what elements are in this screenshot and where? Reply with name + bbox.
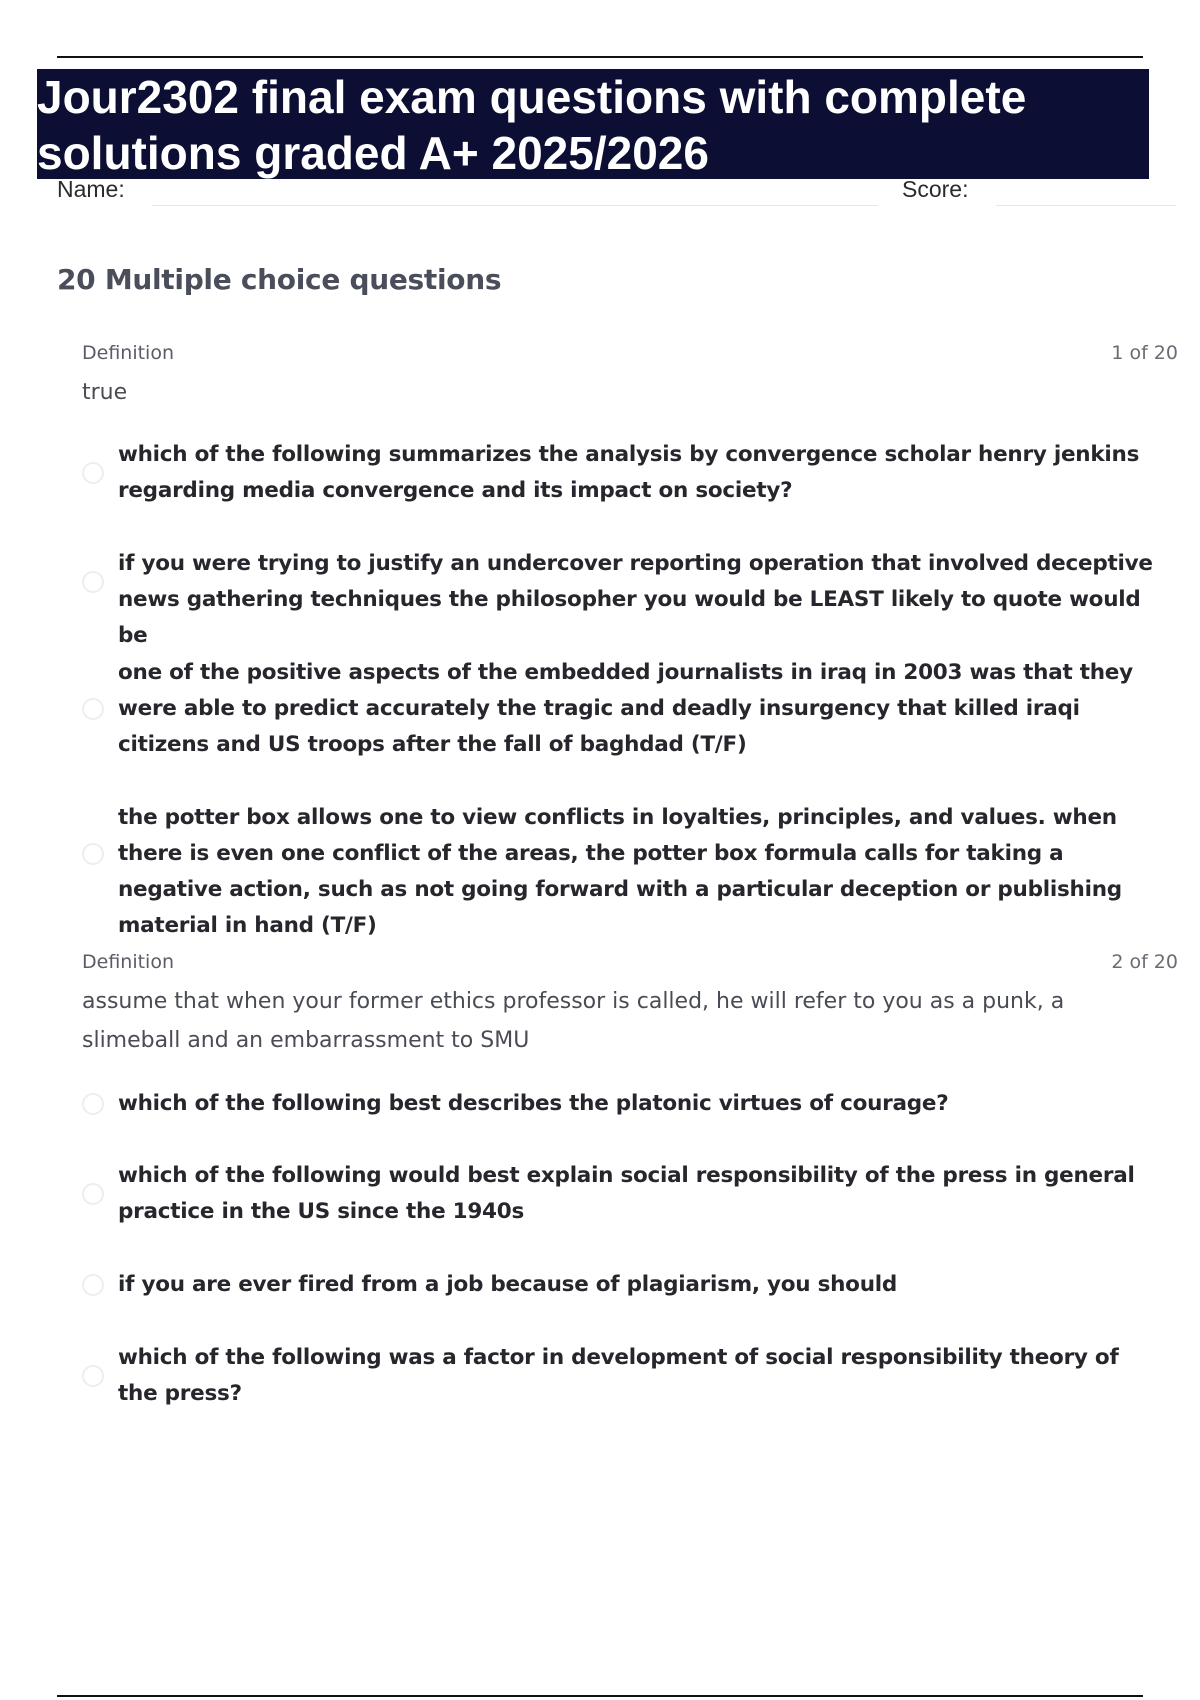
answer-option-text: which of the following best describes the platonic virtues of courage? <box>118 1091 949 1116</box>
answer-option-text: which of the following would best explain social responsibility of the press in general practice in the US since the 1940s <box>118 1163 1135 1224</box>
definition-label: Definition <box>82 951 175 973</box>
radio-button[interactable] <box>82 843 104 865</box>
question-counter: 1 of 20 <box>1111 342 1178 364</box>
score-field-line[interactable] <box>996 205 1176 206</box>
radio-button[interactable] <box>82 698 104 720</box>
answer-option-text: the potter box allows one to view conflicts in loyalties, principles, and values. when there is even one conflict of the areas, the potter box formula calls for taking a negative action, such as not going forward with a particular deception or publishing material in hand (T/F) <box>118 805 1122 938</box>
radio-button[interactable] <box>82 1183 104 1205</box>
definition-text: assume that when your former ethics professor is called, he will refer to you as a punk, a slimeball and an embarrassment to SMU <box>82 989 1065 1053</box>
score-label: Score: <box>902 176 969 202</box>
answer-option-text: which of the following was a factor in development of social responsibility theory of the press? <box>118 1345 1119 1406</box>
name-label: Name: <box>57 176 125 202</box>
radio-button[interactable] <box>82 1274 104 1296</box>
bottom-rule <box>57 1695 1143 1697</box>
question-counter: 2 of 20 <box>1111 951 1178 973</box>
definition-text: true <box>82 380 128 405</box>
radio-button[interactable] <box>82 462 104 484</box>
radio-button[interactable] <box>82 571 104 593</box>
name-field-line[interactable] <box>152 205 878 206</box>
answer-option-text: if you are ever fired from a job because of plagiarism, you should <box>118 1272 898 1297</box>
answer-option-text: which of the following summarizes the analysis by convergence scholar henry jenkins regarding media convergence and its impact on society? <box>118 442 1140 503</box>
radio-button[interactable] <box>82 1093 104 1115</box>
radio-button[interactable] <box>82 1365 104 1387</box>
section-heading: 20 Multiple choice questions <box>57 263 502 296</box>
top-rule <box>57 56 1143 58</box>
document-title: Jour2302 final exam questions with complete solutions graded A+ 2025/2026 <box>37 71 1027 179</box>
definition-label: Definition <box>82 342 175 364</box>
answer-option-text: one of the positive aspects of the embedded journalists in iraq in 2003 was that they were able to predict accurately the tragic and deadly insurgency that killed iraqi citizens and US troops after the fall of baghdad (T/F) <box>118 660 1133 757</box>
answer-option-text: if you were trying to justify an undercover reporting operation that involved deceptive news gathering techniques the philosopher you would be LEAST likely to quote would be <box>118 551 1153 648</box>
